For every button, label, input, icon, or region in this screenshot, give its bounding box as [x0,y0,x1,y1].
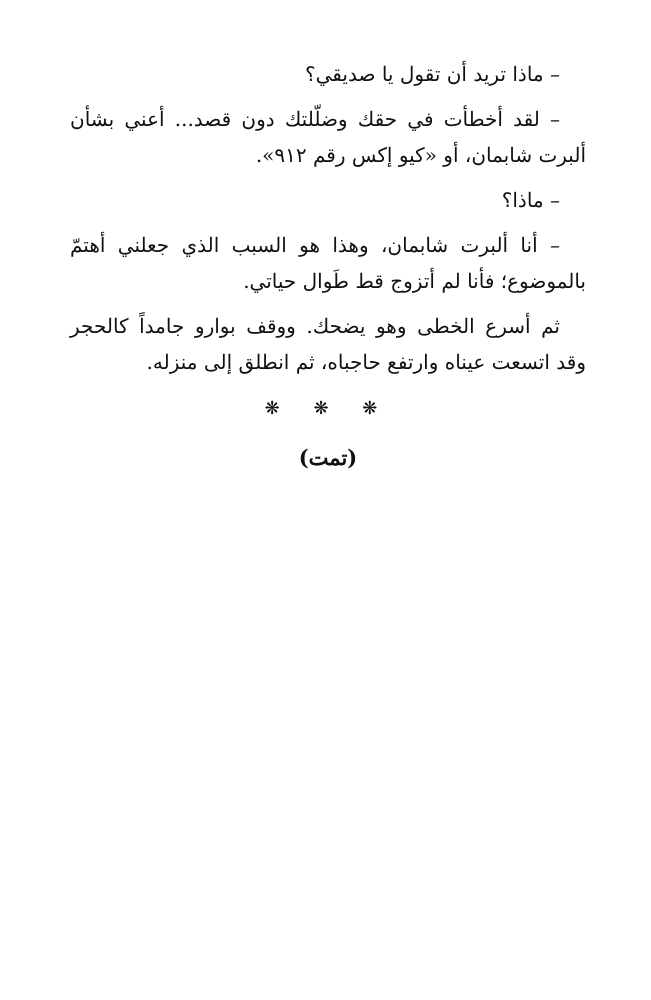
paragraph-reveal: – أنا ألبرت شابمان، وهذا هو السبب الذي جعلني أهتمّ بالموضوع؛ فأنا لم أتزوج قط طَوال حياتي. [70,233,586,293]
page-content [70,56,586,476]
paragraph-ending: ثم أسرع الخطى وهو يضحك. ووقف بوارو جامداً كالحجر وقد اتسعت عيناه وارتفع حاجباه، ثم انطلق إلى منزله. [70,314,586,374]
paragraph-question: – ماذا تريد أن تقول يا صديقي؟ [305,62,560,86]
end-label: (تمت) [298,445,358,470]
paragraph-confession: – لقد أخطأت في حقك وضلّلتك دون قصد... أعني بشأن ألبرت شابمان، أو «كيو إكس رقم ٩١٢». [70,107,586,167]
section-separator: ❋ ❋ ❋ [264,398,392,419]
paragraph-what: – ماذا؟ [501,188,560,212]
